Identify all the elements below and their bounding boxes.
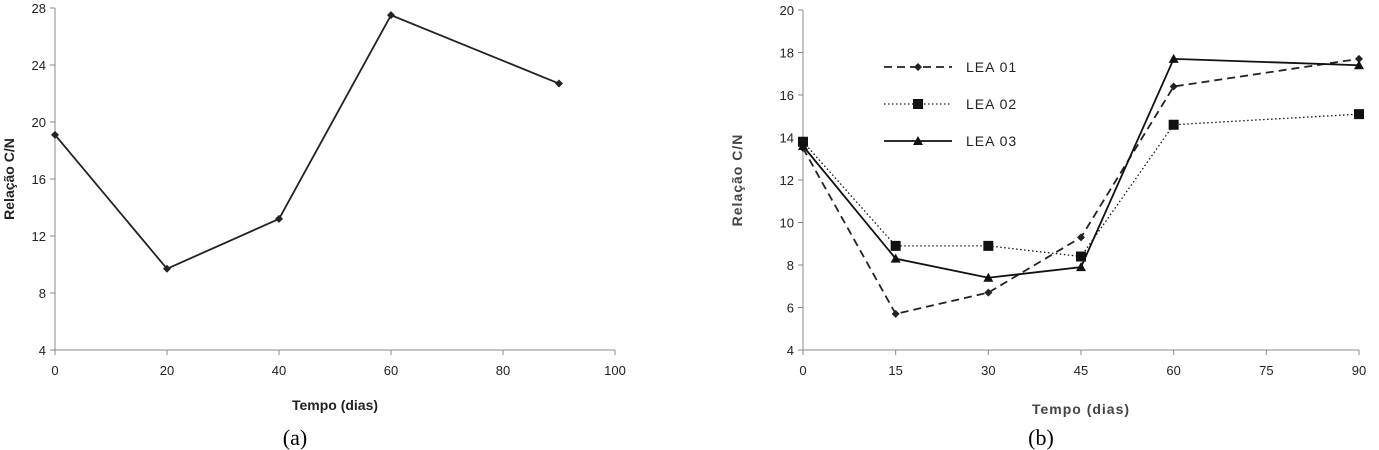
y-axis-title: Relação C/N <box>1 138 17 220</box>
y-tick-label: 4 <box>786 343 794 358</box>
y-tick-label: 28 <box>31 1 46 16</box>
x-tick-label: 0 <box>799 363 807 378</box>
legend-label: LEA 03 <box>966 133 1018 149</box>
x-tick-label: 30 <box>981 363 996 378</box>
legend-marker <box>914 63 922 71</box>
data-point <box>555 80 563 88</box>
chart-caption: (a) <box>282 425 308 450</box>
chart-caption: (b) <box>1028 425 1054 450</box>
data-point <box>891 241 901 251</box>
y-tick-label: 12 <box>779 173 794 188</box>
chart-a <box>1 1 626 450</box>
data-point <box>984 289 992 297</box>
legend-marker <box>913 99 923 109</box>
x-tick-label: 60 <box>383 363 399 378</box>
x-tick-label: 75 <box>1259 363 1274 378</box>
y-tick-label: 20 <box>31 115 46 130</box>
series-line <box>803 59 1359 278</box>
series-line <box>803 59 1359 314</box>
legend <box>884 59 1017 149</box>
x-tick-label: 100 <box>604 363 626 378</box>
data-point <box>983 241 993 251</box>
data-point <box>275 215 283 223</box>
data-point <box>1169 120 1179 130</box>
y-tick-label: 20 <box>779 3 794 18</box>
y-tick-label: 14 <box>779 130 794 146</box>
x-tick-label: 45 <box>1073 363 1089 378</box>
y-tick-label: 12 <box>31 229 46 244</box>
y-tick-label: 4 <box>38 343 46 358</box>
legend-label: LEA 02 <box>966 96 1018 112</box>
x-axis-title: Tempo (dias) <box>291 397 379 413</box>
y-tick-label: 16 <box>779 88 794 103</box>
x-tick-label: 40 <box>271 363 287 378</box>
x-tick-label: 20 <box>159 363 175 378</box>
x-tick-label: 80 <box>495 363 511 378</box>
x-axis-title: Tempo (dias) <box>1031 401 1131 417</box>
x-tick-label: 90 <box>1351 363 1367 378</box>
data-point <box>1077 233 1085 241</box>
x-tick-label: 0 <box>51 363 59 378</box>
y-tick-label: 6 <box>786 300 794 316</box>
data-point <box>1170 83 1178 91</box>
y-tick-label: 8 <box>786 258 794 273</box>
y-axis-title: Relação C/N <box>729 133 745 227</box>
legend-label: LEA 01 <box>966 59 1018 75</box>
y-tick-label: 18 <box>779 45 794 61</box>
data-point <box>1354 109 1364 119</box>
data-point <box>892 310 900 318</box>
series-line <box>55 15 559 269</box>
y-tick-label: 16 <box>31 172 46 187</box>
x-tick-label: 60 <box>1166 363 1181 378</box>
y-tick-label: 24 <box>31 58 46 73</box>
x-tick-label: 15 <box>888 363 903 378</box>
chart-b <box>729 3 1366 450</box>
y-tick-label: 8 <box>38 286 46 301</box>
data-point <box>387 11 395 19</box>
y-tick-label: 10 <box>779 215 794 231</box>
